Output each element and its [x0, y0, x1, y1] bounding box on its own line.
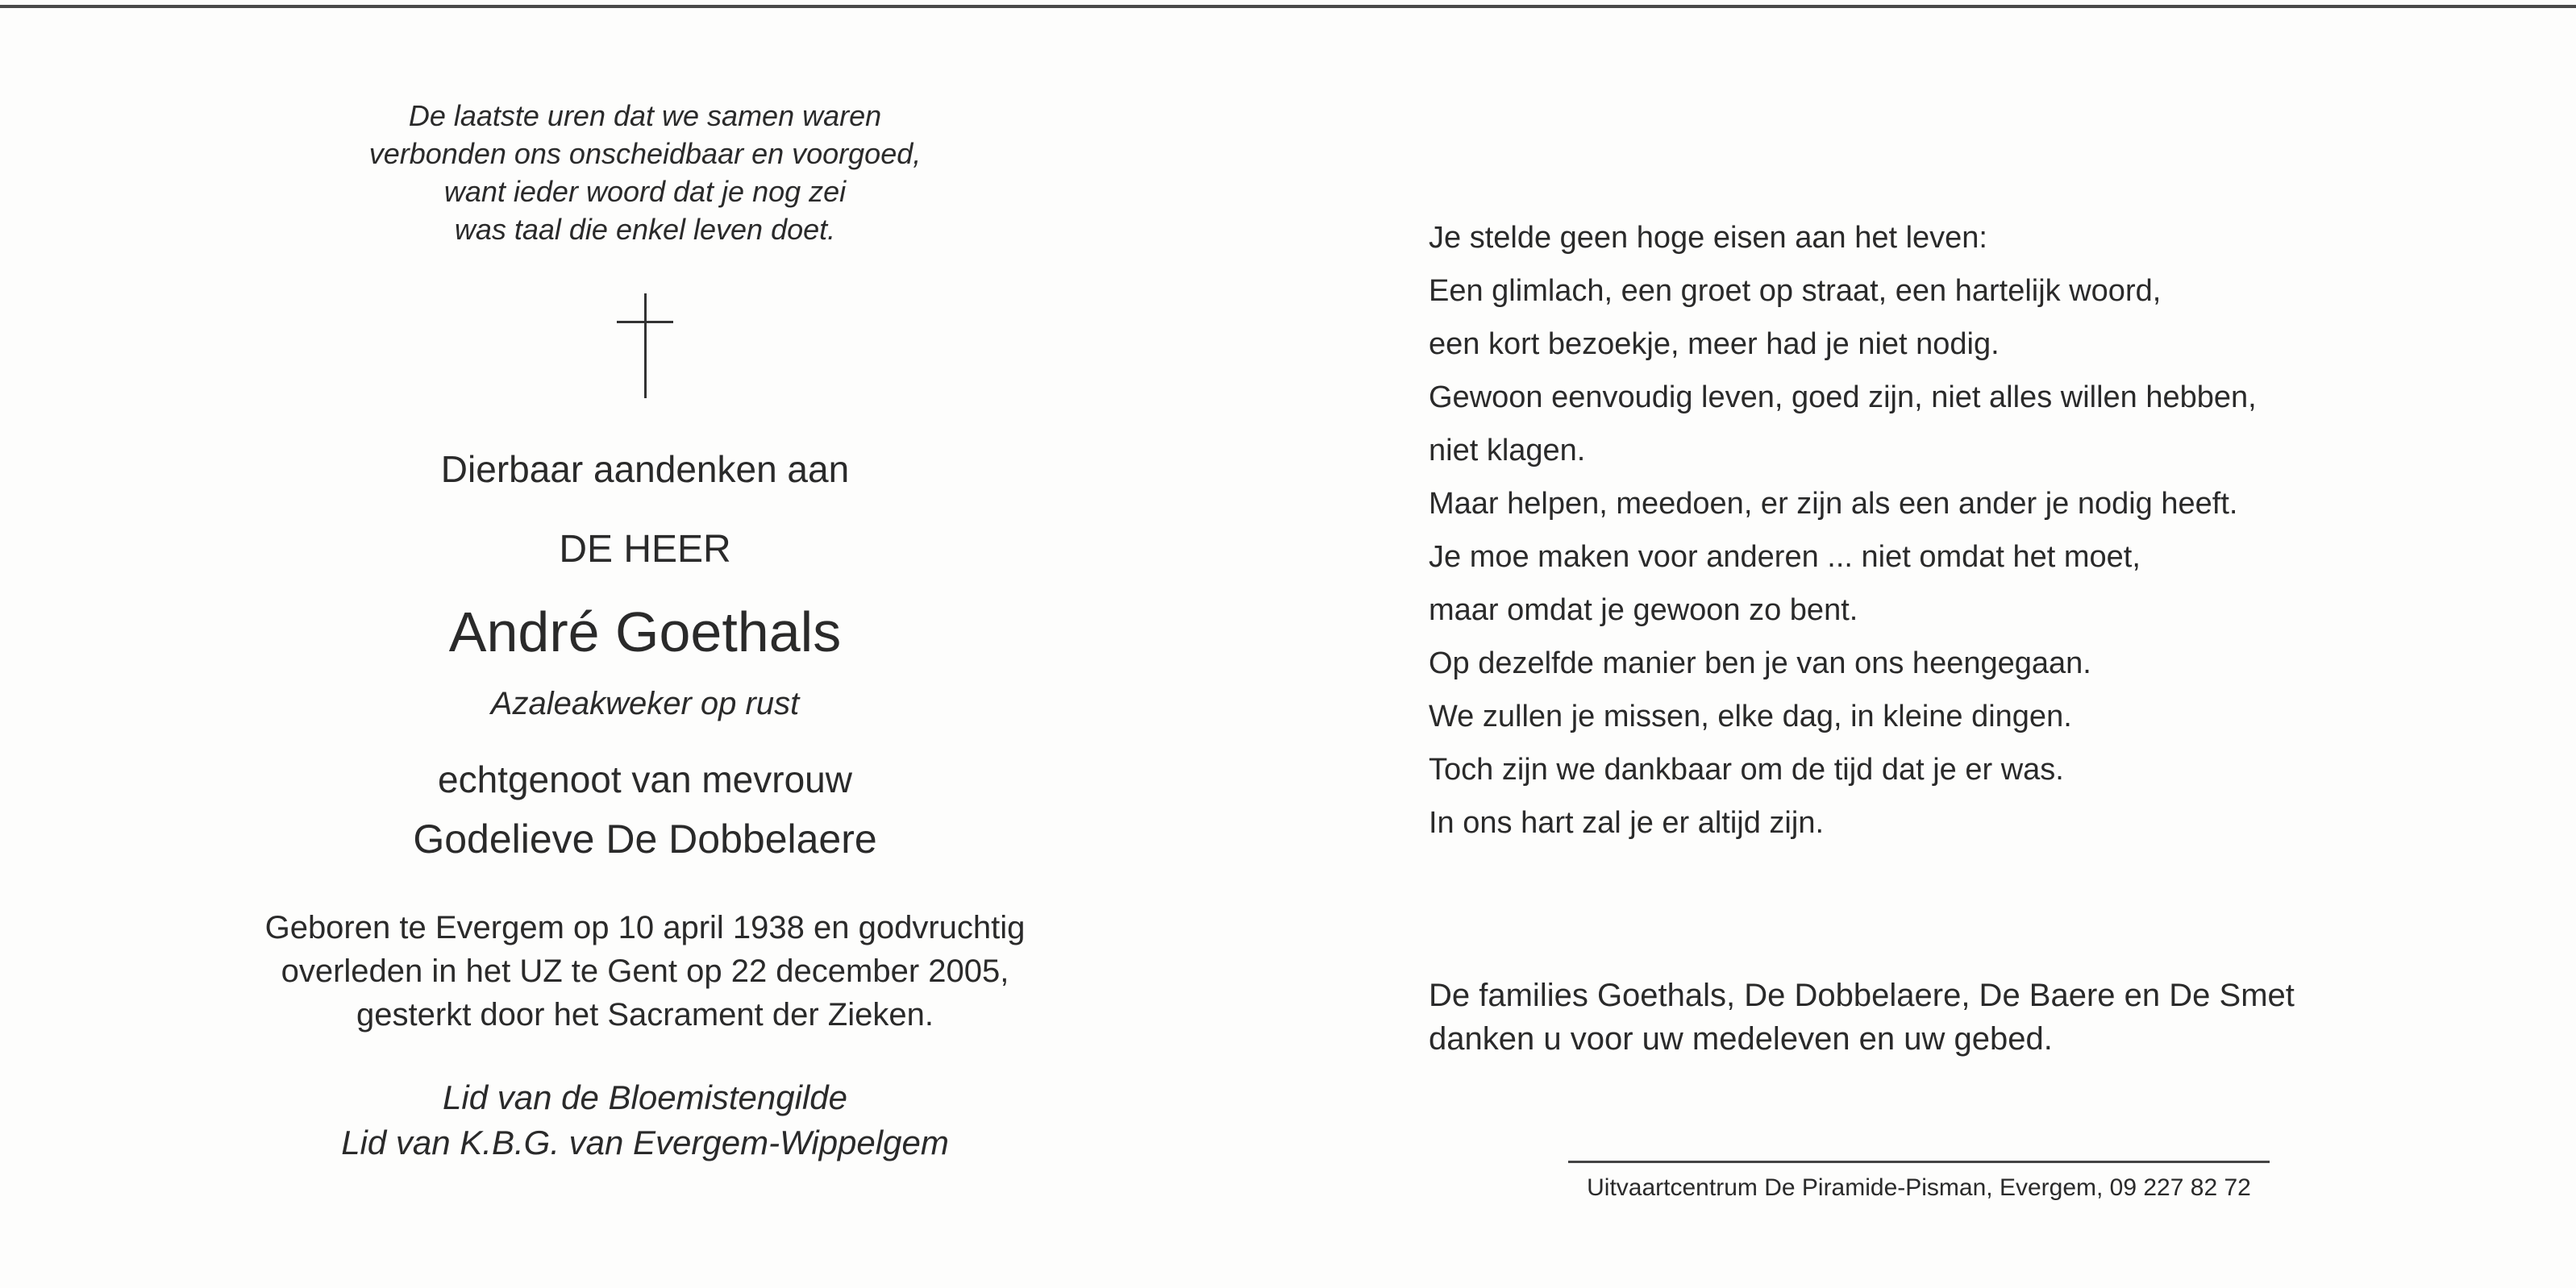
right-panel: [1429, 211, 2477, 850]
thanks-line: De families Goethals, De Dobbelaere, De Baere en De Smet: [1429, 978, 2295, 1013]
divider-line: [1568, 1161, 2270, 1163]
memberships: [145, 1075, 1145, 1165]
memorial-intro: Dierbaar aandenken aan: [440, 448, 850, 490]
top-border-line: [0, 5, 2576, 8]
poem-line: was taal die enkel leven doet.: [454, 213, 836, 246]
poem-line: Je moe maken voor anderen ... niet omdat het moet,: [1429, 540, 2141, 574]
poem-line: Je stelde geen hoge eisen aan het leven:: [1429, 221, 1987, 255]
funeral-home-credit: Uitvaartcentrum De Piramide-Pisman, Evergem, 09 227 82 72: [1587, 1174, 2251, 1201]
deceased-name: André Goethals: [448, 600, 842, 663]
honorific-title: DE HEER: [559, 528, 731, 571]
thanks-line: danken u voor uw medeleven en uw gebed.: [1429, 1021, 2053, 1057]
poem-line: een kort bezoekje, meer had je niet nodig.: [1429, 327, 2000, 361]
membership-line: Lid van de Bloemistengilde: [443, 1078, 847, 1116]
detail-line: Geboren te Evergem op 10 april 1938 en godvruchtig: [264, 910, 1026, 945]
detail-line: overleden in het UZ te Gent op 22 december 2005,: [281, 954, 1009, 989]
opening-poem: [145, 97, 1145, 248]
left-panel: [145, 97, 1145, 1165]
poem-line: Een glimlach, een groet op straat, een hartelijk woord,: [1429, 274, 2162, 308]
poem-line: Op dezelfde manier ben je van ons heengegaan.: [1429, 646, 2091, 680]
poem-line: Gewoon eenvoudig leven, goed zijn, niet alles willen hebben,: [1429, 380, 2257, 414]
memorial-poem: [1429, 211, 2477, 850]
birth-death-details: [145, 906, 1145, 1037]
occupation: Azaleakweker op rust: [490, 686, 800, 721]
membership-line: Lid van K.B.G. van Evergem-Wippelgem: [341, 1124, 949, 1161]
poem-line: Toch zijn we dankbaar om de tijd dat je er was.: [1429, 753, 2064, 787]
spouse-name: Godelieve De Dobbelaere: [413, 816, 877, 862]
poem-line: De laatste uren dat we samen waren: [408, 99, 882, 132]
poem-line: Maar helpen, meedoen, er zijn als een ander je nodig heeft.: [1429, 487, 2238, 521]
family-thanks: [1429, 974, 2295, 1061]
poem-line: niet klagen.: [1429, 434, 1586, 467]
poem-line: We zullen je missen, elke dag, in kleine dingen.: [1429, 700, 2072, 733]
poem-line: verbonden ons onscheidbaar en voorgoed,: [368, 137, 922, 170]
poem-line: want ieder woord dat je nog zei: [443, 175, 847, 208]
poem-line: In ons hart zal je er altijd zijn.: [1429, 806, 1825, 840]
poem-line: maar omdat je gewoon zo bent.: [1429, 593, 1858, 627]
cross-icon: [617, 293, 673, 398]
spouse-intro: echtgenoot van mevrouw: [438, 758, 852, 800]
detail-line: gesterkt door het Sacrament der Zieken.: [356, 997, 934, 1032]
